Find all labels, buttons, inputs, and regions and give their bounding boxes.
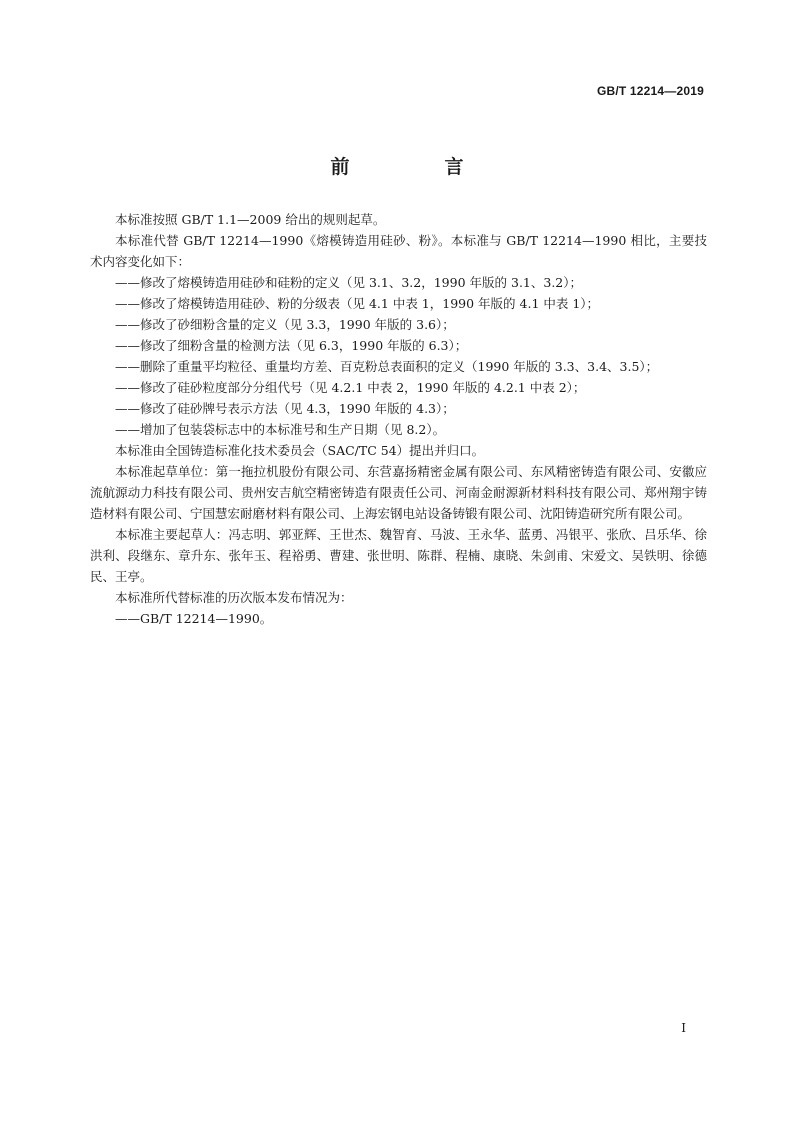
change-item: ——修改了砂细粉含量的定义（见 3.3，1990 年版的 3.6）；	[115, 317, 455, 332]
paragraph-drafting-units: 本标准起草单位：第一拖拉机股份有限公司、东营嘉扬精密金属有限公司、东风精密铸造有限公司、安徽应流航源动力科技有限公司、贵州安吉航空精密铸造有限责任公司、河南金耐源新材料科技有限公司、郑州翔宇铸造材料有限公司、宁国慧宏耐磨材料有限公司、上海宏钢电站设备铸锻有限公司、沈阳铸造研究所有限公司。	[90, 464, 707, 521]
change-item: ——增加了包装袋标志中的本标准号和生产日期（见 8.2）。	[115, 422, 446, 437]
document-body	[90, 209, 707, 629]
change-item: ——修改了熔模铸造用硅砂和硅粉的定义（见 3.1、3.2，1990 年版的 3.1、3.2）；	[115, 275, 582, 290]
paragraph-drafters: 本标准主要起草人：冯志明、郭亚辉、王世杰、魏智育、马波、王永华、蓝勇、冯银平、张欣、吕乐华、徐洪利、段继东、章升东、张年玉、程裕勇、曹建、张世明、陈群、程楠、康晓、朱剑甫、宋爱文、吴铁明、徐德民、王亭。	[90, 527, 707, 584]
paragraph-history: 本标准所代替标准的历次版本发布情况为：	[115, 590, 353, 605]
standard-code: GB/T 12214—2019	[596, 84, 704, 98]
change-item: ——删除了重量平均粒径、重量均方差、百克粉总表面积的定义（1990 年版的 3.3、3.4、3.5）；	[115, 359, 659, 374]
page-number: I	[681, 1021, 686, 1035]
change-item: ——修改了硅砂粒度部分分组代号（见 4.2.1 中表 2，1990 年版的 4.2.1 中表 2）；	[115, 380, 586, 395]
paragraph-drafting-rule: 本标准按照 GB/T 1.1—2009 给出的规则起草。	[115, 212, 386, 227]
paragraph-proposer: 本标准由全国铸造标准化技术委员会（SAC/TC 54）提出并归口。	[115, 443, 485, 458]
change-item: ——修改了细粉含量的检测方法（见 6.3，1990 年版的 6.3）；	[115, 338, 468, 353]
change-item: ——修改了熔模铸造用硅砂、粉的分级表（见 4.1 中表 1，1990 年版的 4.1 中表 1）；	[115, 296, 600, 311]
paragraph-replacement: 本标准代替 GB/T 12214—1990《熔模铸造用硅砂、粉》。本标准与 GB/T 12214—1990 相比，主要技术内容变化如下：	[90, 233, 707, 269]
change-item: ——修改了硅砂牌号表示方法（见 4.3，1990 年版的 4.3）；	[115, 401, 455, 416]
history-item: ——GB/T 12214—1990。	[115, 611, 273, 626]
page-title: 前 言	[330, 156, 502, 178]
